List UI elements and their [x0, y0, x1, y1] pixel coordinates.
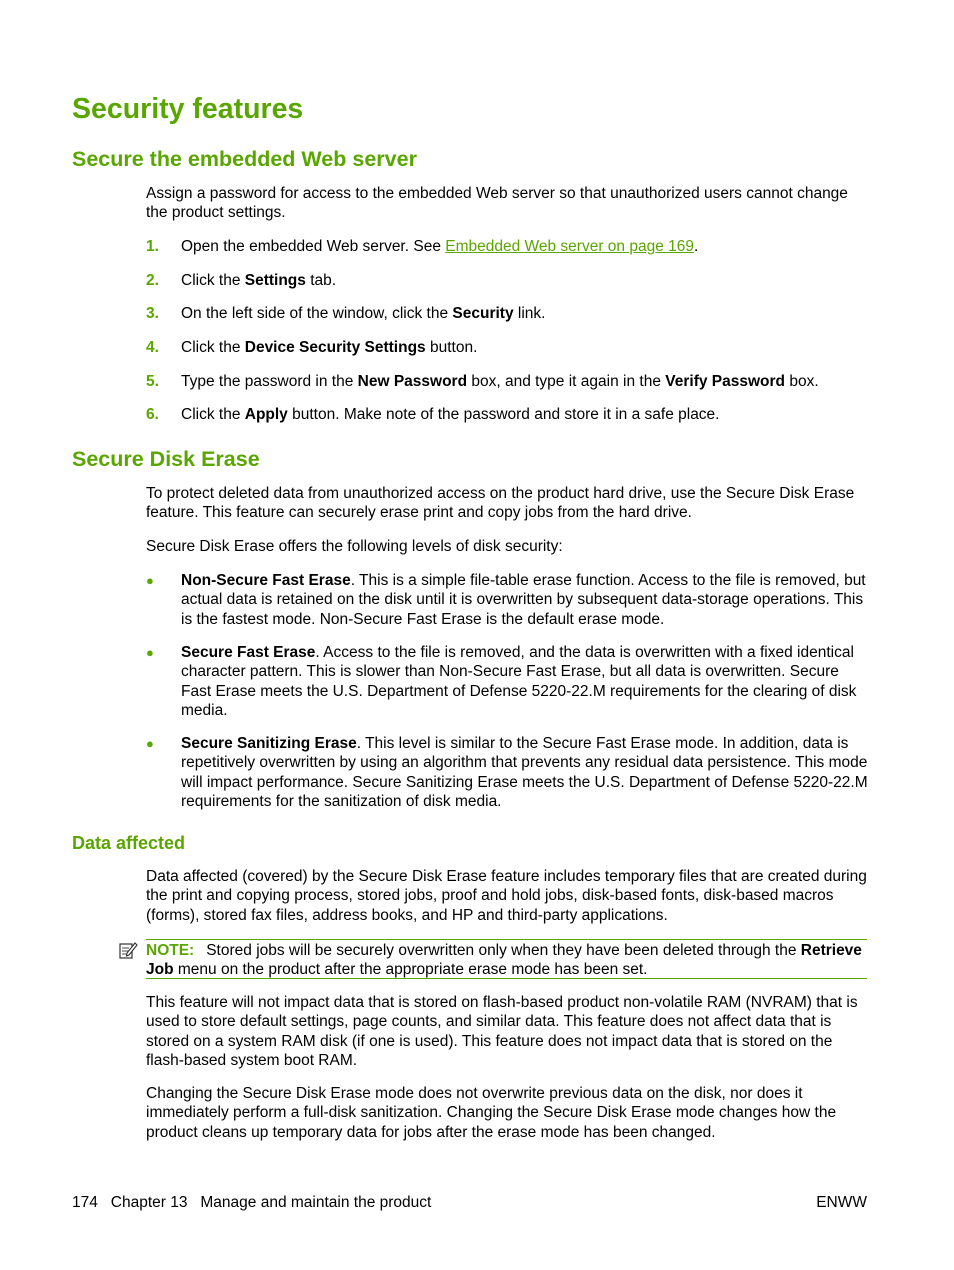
note-box	[146, 939, 867, 979]
list-item-text: Secure Fast Erase. Access to the file is removed, and the data is overwritten with a fixed identical character pattern. This is slower than Non-Secure Fast Erase, but all data is overwritten. Secure Fast Erase meets the U.S. Department of Defense 5220-22.M requirements for the clearing of disk media.	[181, 644, 857, 719]
step-text: Open the embedded Web server. See Embedded Web server on page 169.	[181, 238, 699, 255]
data-affected-paragraph: Data affected (covered) by the Secure Disk Erase feature includes temporary files that are created during the print and copying process, stored jobs, proof and hold jobs, disk-based fonts, disk-based macros (forms), stored fax files, address books, and HP and third-party applications.	[146, 868, 867, 924]
note-text: NOTE: Stored jobs will be securely overwritten only when they have been deleted through the Retrieve Job menu on the product after the appropriate erase mode has been set.	[146, 942, 862, 979]
section-heading-disk-erase: Secure Disk Erase	[72, 447, 260, 471]
step-text: Type the password in the New Password box, and type it again in the Verify Password box.	[181, 373, 819, 390]
web-server-intro: Assign a password for access to the embedded Web server so that unauthorized users cannot change the product settings.	[146, 185, 848, 222]
step-number: 2.	[146, 272, 159, 289]
step-text: Click the Settings tab.	[181, 272, 337, 289]
disk-erase-intro: To protect deleted data from unauthorized access on the product hard drive, use the Secure Disk Erase feature. This feature can securely erase print and copy jobs from the hard drive.	[146, 485, 855, 522]
list-item-text: Secure Sanitizing Erase. This level is similar to the Secure Fast Erase mode. In addition, data is repetitively overwritten by using an algorithm that prevents any residual data persistence. This mode will impact performance. Secure Sanitizing Erase meets the U.S. Department of Defense 5220-22.M requirements for the sanitization of disk media.	[181, 735, 868, 810]
note-pencil-icon	[118, 940, 138, 960]
bullet-icon: ●	[146, 573, 154, 588]
step-text: Click the Device Security Settings button.	[181, 339, 478, 356]
bullet-icon: ●	[146, 645, 154, 660]
step-text: On the left side of the window, click the Security link.	[181, 305, 546, 322]
step-number: 5.	[146, 373, 159, 390]
page-footer-enww: ENWW	[816, 1194, 867, 1211]
disk-erase-levels-intro: Secure Disk Erase offers the following levels of disk security:	[146, 538, 563, 555]
section-heading-web-server: Secure the embedded Web server	[72, 147, 417, 171]
bullet-icon: ●	[146, 736, 154, 751]
nvram-paragraph: This feature will not impact data that is stored on flash-based product non-volatile RAM (NVRAM) that is used to store default settings, page counts, and similar data. This feature does not affect data that is stored on a system RAM disk (if one is used). This feature does not impact data that is stored on the flash-based system boot RAM.	[146, 994, 858, 1069]
embedded-web-server-link[interactable]: Embedded Web server on page 169	[445, 238, 694, 255]
step-number: 1.	[146, 238, 159, 255]
list-item-text: Non-Secure Fast Erase. This is a simple file-table erase function. Access to the file is removed, but actual data is retained on the disk until it is overwritten by subsequent data-storage operations. This is the fastest mode. Non-Secure Fast Erase is the default erase mode.	[181, 572, 866, 628]
step-number: 6.	[146, 406, 159, 423]
page-footer-chapter: 174 Chapter 13 Manage and maintain the product	[72, 1194, 432, 1211]
erase-mode-paragraph: Changing the Secure Disk Erase mode does not overwrite previous data on the disk, nor does it immediately perform a full-disk sanitization. Changing the Secure Disk Erase mode changes how the product cleans up temporary data for jobs after the erase mode has been changed.	[146, 1085, 837, 1141]
step-number: 4.	[146, 339, 159, 356]
note-label: NOTE:	[146, 942, 195, 959]
step-number: 3.	[146, 305, 159, 322]
step-text: Click the Apply button. Make note of the password and store it in a safe place.	[181, 406, 720, 423]
subsection-heading-data-affected: Data affected	[72, 833, 186, 853]
page-title: Security features	[72, 93, 304, 125]
